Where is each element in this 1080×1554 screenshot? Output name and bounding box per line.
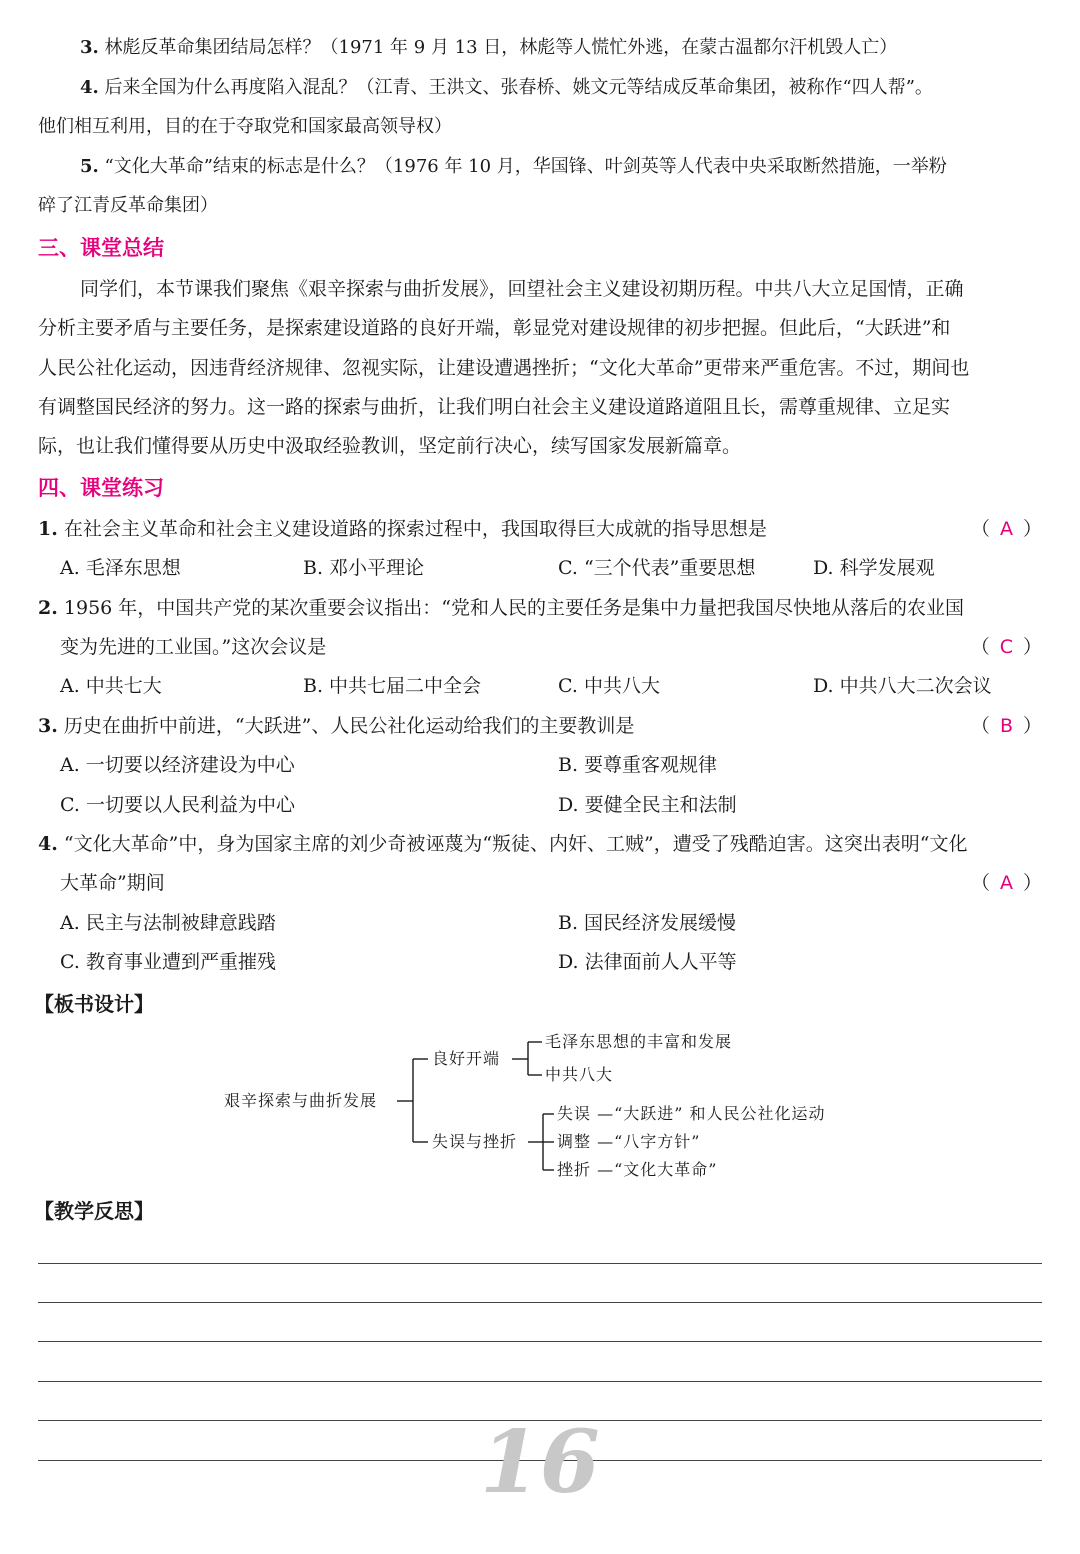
answer-bracket: （ A ） [970, 518, 1042, 540]
question-text: “文化大革命”结束的标志是什么？（1976 年 10 月，华国锋、叶剑英等人代表中央采取断然措施，一举粉 [104, 156, 947, 177]
board-leaf: 毛泽东思想的丰富和发展 [545, 1032, 733, 1051]
option: C. 教育事业遭到严重摧残 [60, 951, 276, 973]
question-5-continued: 碎了江青反革命集团） [38, 195, 218, 216]
question-text: 林彪反革命集团结局怎样？（1971 年 9 月 13 日，林彪等人慌忙外逃，在蒙古温都尔汗机毁人亡） [104, 37, 898, 58]
summary-line: 有调整国民经济的努力。这一路的探索与曲折，让我们明白社会主义建设道路道阻且长，需尊重规律、立足实 [38, 396, 951, 418]
question-number: 4. [38, 833, 58, 855]
board-root: 艰辛探索与曲折发展 [224, 1091, 378, 1110]
option: C. 中共八大 [558, 675, 660, 697]
practice-heading: 四、课堂练习 [38, 476, 164, 500]
question-stem: 1956 年，中国共产党的某次重要会议指出：“党和人民的主要任务是集中力量把我国尽快地从落后的农业国 [63, 597, 964, 619]
option: B. 中共七届二中全会 [303, 675, 482, 697]
option: D. 法律面前人人平等 [558, 951, 737, 973]
board-branch-2: 失误与挫折 [432, 1132, 518, 1151]
question-5 [80, 154, 947, 180]
question-stem-continued: 大革命”期间 [60, 872, 165, 894]
board-leaf: 中共八大 [545, 1065, 614, 1084]
board-leaf: 调整 —“八字方针” [557, 1132, 701, 1151]
summary-line: 际，也让我们懂得要从历史中汲取经验教训，坚定前行决心，续写国家发展新篇章。 [38, 435, 742, 457]
option: C. 一切要以人民利益为中心 [60, 794, 295, 816]
answer-letter: B [999, 715, 1013, 737]
question-4-continued: 他们相互利用，目的在于夺取党和国家最高领导权） [38, 116, 452, 137]
practice-question-4 [38, 831, 967, 857]
question-stem-continued: 变为先进的工业国。”这次会议是 [60, 636, 327, 658]
answer-letter: C [999, 636, 1013, 658]
answer-bracket: （ A ） [970, 872, 1042, 894]
summary-line: 人民公社化运动，因违背经济规律、忽视实际，让建设遭遇挫折；“文化大革命”更带来严重危害。不过，期间也 [38, 357, 970, 379]
practice-question-1 [38, 516, 767, 542]
question-stem: “文化大革命”中，身为国家主席的刘少奇被诬蔑为“叛徒、内奸、工贼”，遭受了残酷迫害。这突出表明“文化 [63, 833, 968, 855]
practice-question-3 [38, 713, 634, 739]
summary-heading: 三、课堂总结 [38, 236, 164, 260]
option: A. 中共七大 [60, 675, 162, 697]
answer-bracket: （ C ） [970, 636, 1042, 658]
question-stem: 在社会主义革命和社会主义建设道路的探索过程中，我国取得巨大成就的指导思想是 [63, 518, 767, 540]
option: D. 科学发展观 [813, 557, 935, 579]
question-text: 后来全国为什么再度陷入混乱？（江青、王洪文、张春桥、姚文元等结成反革命集团，被称作“四人帮”。 [104, 77, 933, 98]
option: A. 毛泽东思想 [60, 557, 181, 579]
reflection-heading: 【教学反思】 [34, 1199, 154, 1223]
page-number: 16 [480, 1412, 600, 1513]
practice-question-2 [38, 595, 964, 621]
question-number: 3. [38, 715, 58, 737]
question-number: 4. [80, 77, 99, 98]
summary-line: 同学们，本节课我们聚焦《艰辛探索与曲折发展》，回望社会主义建设初期历程。中共八大立足国情，正确 [80, 278, 964, 300]
writing-line [38, 1302, 1042, 1303]
answer-letter: A [999, 872, 1013, 894]
board-branch-1: 良好开端 [432, 1049, 501, 1068]
option: D. 中共八大二次会议 [813, 675, 992, 697]
board-leaf: 挫折 —“文化大革命” [557, 1160, 718, 1179]
summary-line: 分析主要矛盾与主要任务，是探索建设道路的良好开端，彰显党对建设规律的初步把握。但此后，“大跃进”和 [38, 317, 951, 339]
question-number: 3. [80, 37, 99, 58]
question-3 [80, 35, 897, 61]
option: A. 一切要以经济建设为中心 [60, 754, 295, 776]
question-number: 2. [38, 597, 58, 619]
board-leaf: 失误 —“大跃进” 和人民公社化运动 [557, 1104, 826, 1123]
writing-line [38, 1341, 1042, 1342]
question-number: 5. [80, 156, 99, 177]
question-stem: 历史在曲折中前进，“大跃进”、人民公社化运动给我们的主要教训是 [63, 715, 635, 737]
option: D. 要健全民主和法制 [558, 794, 737, 816]
option: C. “三个代表”重要思想 [558, 557, 756, 579]
option: B. 国民经济发展缓慢 [558, 912, 737, 934]
writing-line [38, 1381, 1042, 1382]
answer-bracket: （ B ） [970, 715, 1042, 737]
option: B. 要尊重客观规律 [558, 754, 718, 776]
board-heading: 【板书设计】 [34, 992, 154, 1016]
question-4 [80, 75, 933, 101]
writing-line [38, 1263, 1042, 1264]
answer-letter: A [999, 518, 1013, 540]
option: B. 邓小平理论 [303, 557, 425, 579]
board-tree-lines [0, 1020, 1080, 1190]
question-number: 1. [38, 518, 58, 540]
option: A. 民主与法制被肆意践踏 [60, 912, 276, 934]
